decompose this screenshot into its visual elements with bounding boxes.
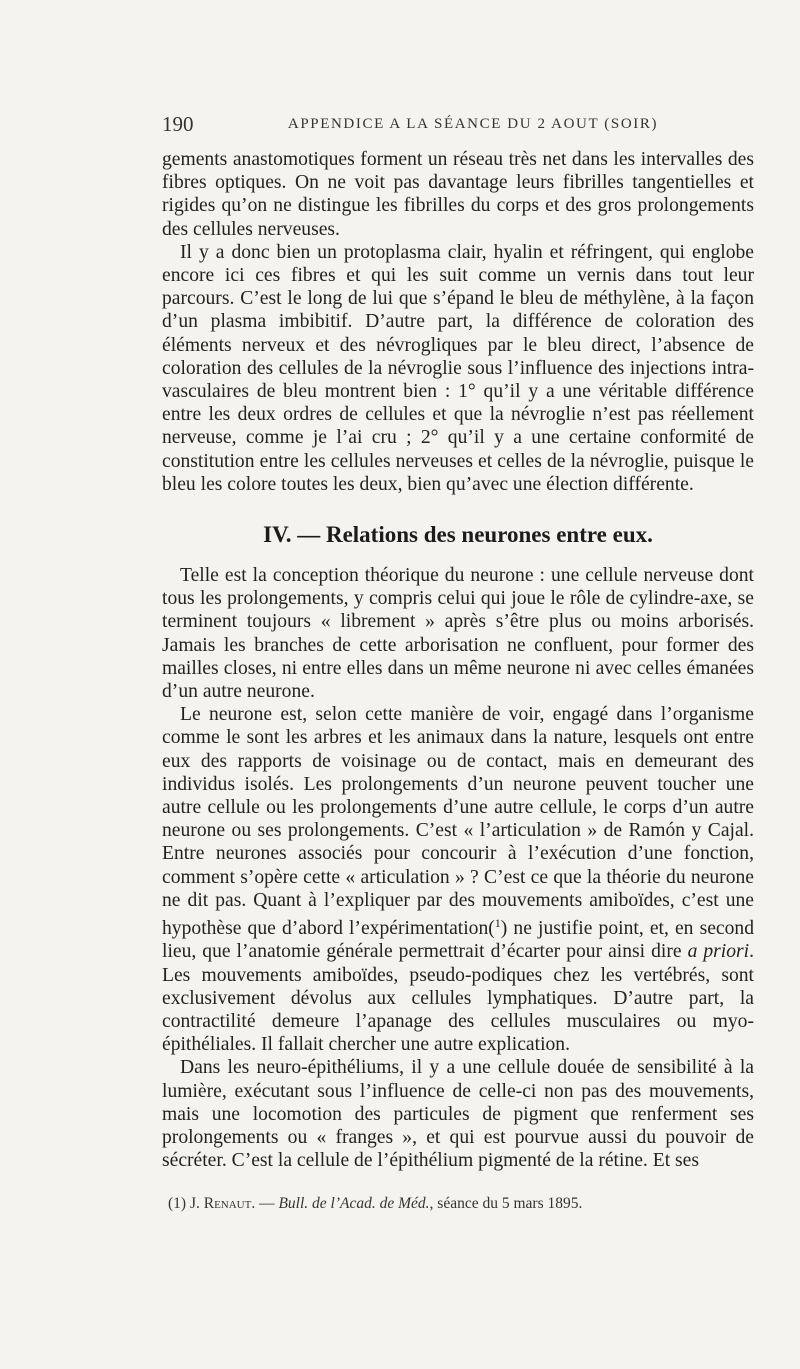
page-number: 190 [162, 112, 194, 136]
italic-phrase: a priori [687, 941, 750, 963]
footnote-author: J. Renaut. [189, 1195, 256, 1213]
paragraph-protoplasma: Il y a donc bien un protoplasma clair, hyalin et réfringent, qui englobe encore ici ces fibres et qui les suit comme un vernis dans tout leur parcours. C’est le long de lui que s’épand le bleu de méthylène, à la façon d’un plasma imbibitif. D’autre part, la différence de coloration des éléments nerveux et des névrogliques par le bleu direct, l’absence de coloration des cellules de la névroglie sous l’influence des injections intra-vasculaires de bleu montrent bien : 1° qu’il y a une véritable différence entre les deux ordres de cellules et que la névroglie n’est pas réellement nerveuse, comme je l’ai cru ; 2° qu’il y a une certaine conformité de constitution entre les cellules nerveuses et celles de la névroglie, puisque le bleu les colore toutes les deux, bien qu’avec une élection différente. [162, 241, 754, 495]
footnote-dash: — [255, 1195, 279, 1213]
paragraph-neuro-epitheliums: Dans les neuro-épithéliums, il y a une cellule douée de sensibilité à la lumière, exécutant sous l’influence de celle-ci non pas des mouvements, mais une locomotion des particules de pigment que renferment ses prolongements ou « franges », et qui est pourvue aussi du pouvoir de sécréter. C’est la cellule de l’épithélium pigmenté de la rétine. Et ses [162, 1057, 754, 1172]
page [162, 112, 754, 1214]
section-title: IV. — Relations des neurones entre eux. [263, 522, 653, 548]
running-title: APPENDICE A LA SÉANCE DU 2 AOUT (SOIR) [287, 116, 659, 132]
running-header [162, 112, 754, 148]
footnote-journal: Bull. de l’Acad. de Méd. [278, 1195, 430, 1213]
paragraph-neurone-conception: Telle est la conception théorique du neurone : une cellule nerveuse dont tous les prolongements, y compris celui qui joue le rôle de cylindre-axe, se terminent toujours « librement » après s’être plus ou moins arborisés. Jamais les branches de cette arborisation ne confluent, pour former des mailles closes, ni entre elles dans un même neurone ni avec celles émanées d’un autre neurone. [162, 565, 754, 703]
text-run: Le neurone est, selon cette manière de voir, engagé dans l’organisme comme le sont les arbres et les animaux dans la nature, lesquels ont entre eux des rapports de voisinage ou de contact, mais en demeurant des individus isolés. Les prolongements d’un neurone peuvent toucher une autre cellule ou les prolongements d’une autre cellule, le corps d’un autre neurone ou ses prolongements. C’est « l’articulation » de Ramón y Cajal. Entre neurones associés pour concourir à l’exécution d’une fonction, comment s’opère cette « articulation » ? C’est ce que la théorie du neurone ne dit pas. Quant à l’expliquer par des mouvements amiboïdes, c’est une hypothèse que d’abord l’expérimentation( [162, 704, 754, 940]
footnote [162, 1194, 754, 1214]
paragraph-continuation: gements anastomotiques forment un réseau très net dans les intervalles des fibres optiques. On ne voit pas davantage leurs fibrilles tangentielles et rigides qu’on ne distingue les fibrilles du corps et des gros prolongements des cellules nerveuses. [162, 149, 754, 240]
footnote-marker: (1) [168, 1195, 187, 1213]
text-run: . Les mouvements amiboïdes, pseudo-podiques chez les vertébrés, sont exclusivement dévolus aux cellules lymphatiques. D’autre part, la contractilité demeure l’apanage des cellules musculaires ou myo-épithéliales. Il fallait chercher une autre explication. [162, 941, 754, 1056]
text-run: ) ne justifie point, et, en second lieu, que l’anatomie générale permettrait d’écarter pour ainsi dire [162, 918, 754, 963]
footnote-reference[interactable]: 1 [494, 916, 501, 931]
footnote-rest: , séance du 5 mars 1895. [429, 1195, 583, 1213]
paragraph-neurone-organisme [162, 703, 754, 1056]
